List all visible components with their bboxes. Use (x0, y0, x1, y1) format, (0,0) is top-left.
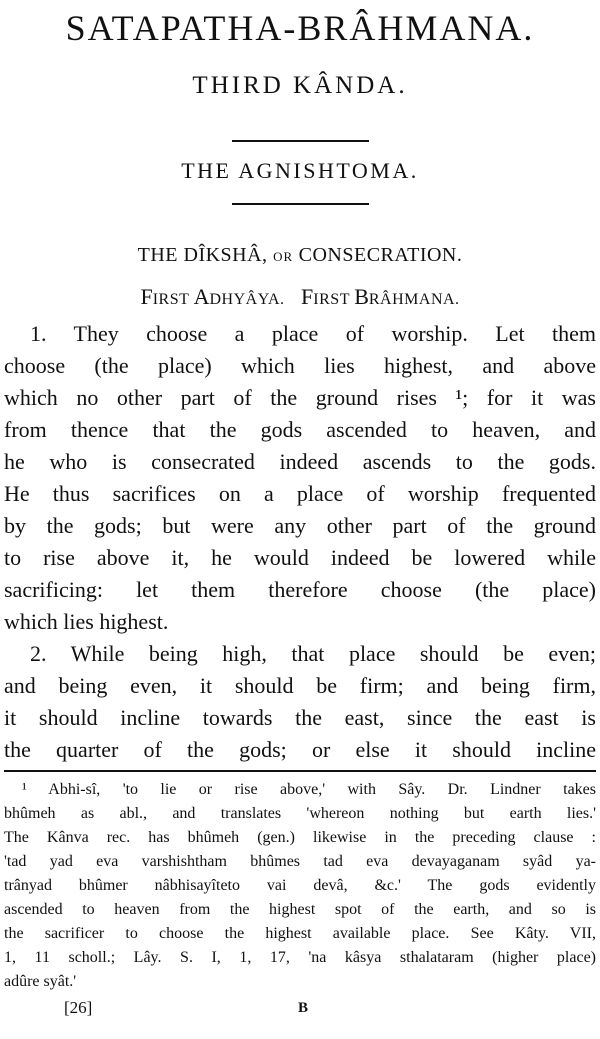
adhyaya-heading (0, 282, 600, 315)
body-line: choose (the place) which lies highest, and above (4, 353, 596, 378)
kanda-heading: THIRD KÂNDA. (192, 72, 408, 99)
footnote-line: ¹ Abhi-sî, 'to lie or rise above,' with Sây. Dr. Lindner takes (22, 781, 596, 798)
adhyaya-cap: F (140, 284, 153, 309)
adhyaya-sc: DHYÂYA. (209, 291, 285, 308)
subsection-or: OR (273, 249, 294, 264)
footnote-line: the sacrificer to choose the highest available place. See Kâty. VII, (4, 925, 596, 942)
footnote-line: ascended to heaven from the highest spot of the earth, and so is (4, 901, 596, 918)
footnote-line: trânyad bhûmer nâbhisayîteto vai devâ, &c.' The gods evidently (4, 877, 596, 894)
body-line: which lies highest. (4, 609, 169, 634)
body-line: to rise above it, he would indeed be lowered while (4, 545, 596, 570)
signature-mark: [26] (64, 998, 93, 1017)
heading-rule-bottom (232, 203, 369, 205)
adhyaya-cap: F (301, 284, 314, 309)
adhyaya-cap: A (193, 284, 210, 309)
subsection-heading (0, 240, 600, 272)
footnote-line: bhûmeh as abl., and translates 'whereon nothing but earth lies.' (4, 805, 596, 822)
body-line: which no other part of the ground rises ¹; for it was (4, 385, 596, 410)
body-line: sacrificing: let them therefore choose (the place) (4, 577, 596, 602)
adhyaya-sc: IRST (152, 291, 194, 308)
footnote-rule (4, 770, 596, 772)
page-title: SATAPATHA-BRÂHMANA. (65, 8, 535, 48)
signature-letter: B (298, 1000, 309, 1016)
section-heading: THE AGNISHTOMA. (181, 158, 419, 183)
subsection-main: THE DÎKSHÂ, (137, 244, 274, 266)
body-line: the quarter of the gods; or else it should incline (4, 737, 596, 762)
body-line: 1. They choose a place of worship. Let them (30, 321, 596, 346)
adhyaya-cap: B (354, 284, 369, 309)
footnote-line: 'tad yad eva varshishtham bhûmes tad eva devayaganam syâd ya- (4, 853, 596, 870)
body-line: and being even, it should be firm; and being firm, (4, 673, 596, 698)
footnote-line: 1, 11 scholl.; Lây. S. I, 1, 17, 'na kâsya sthalataram (higher place) (4, 949, 596, 966)
body-line: He thus sacrifices on a place of worship frequented (4, 481, 596, 506)
body-line: he who is consecrated indeed ascends to the gods. (4, 449, 596, 474)
adhyaya-sc: IRST (313, 291, 355, 308)
adhyaya-sc: RÂHMANA. (368, 291, 460, 308)
body-line: it should incline towards the east, since the east is (4, 705, 596, 730)
body-line: from thence that the gods ascended to heaven, and (4, 417, 596, 442)
footnote-line: adûre syât.' (4, 973, 77, 990)
heading-rule-top (232, 140, 369, 142)
subsection-end: CONSECRATION. (293, 244, 463, 266)
body-line: 2. While being high, that place should be even; (30, 641, 596, 666)
footnote-line: The Kânva rec. has bhûmeh (gen.) likewise in the preceding clause : (4, 829, 596, 846)
body-line: by the gods; but were any other part of the ground (4, 513, 596, 538)
